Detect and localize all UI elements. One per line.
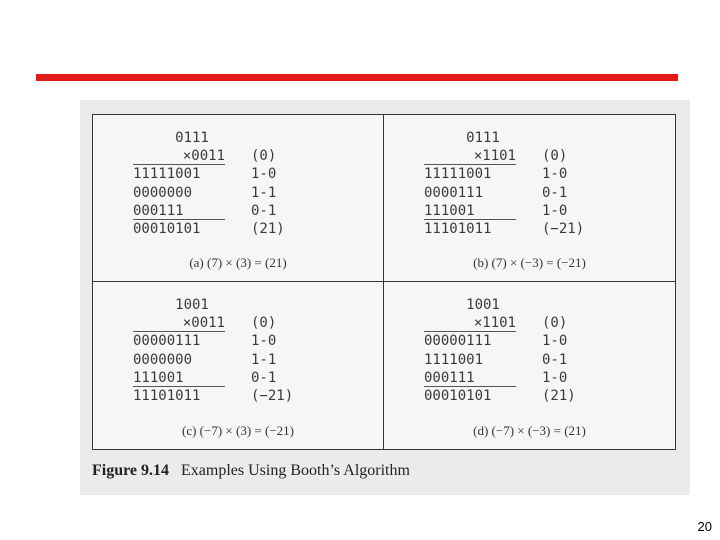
partial-value: 000111 xyxy=(424,369,516,387)
example-panel-c xyxy=(93,282,384,449)
partial-row xyxy=(424,351,612,369)
partial-value: 000111 xyxy=(133,202,225,220)
result-value: 00010101 xyxy=(424,387,492,404)
multiplier-note: (0) xyxy=(251,315,277,332)
partial-note: 1-0 xyxy=(251,166,277,183)
result-value: 11101011 xyxy=(133,387,201,404)
partial-row xyxy=(133,202,321,220)
result-note: (−21) xyxy=(251,387,294,404)
multiplier: ×1101 xyxy=(424,147,516,165)
partial-note: 0-1 xyxy=(251,202,277,219)
result-row xyxy=(133,387,321,405)
multiplier-row xyxy=(133,314,321,332)
figure-title: Examples Using Booth’s Algorithm xyxy=(181,462,410,479)
partial-note: 1-0 xyxy=(542,202,568,219)
partial-note: 0-1 xyxy=(251,369,277,386)
multiplicand: 1001 xyxy=(466,297,500,313)
multiplier: ×0011 xyxy=(133,314,225,332)
figure-label: Figure 9.14 xyxy=(92,462,170,479)
partial-value: 111001 xyxy=(133,369,225,387)
partial-note: 1-0 xyxy=(542,333,568,350)
multiplicand: 0111 xyxy=(175,130,209,146)
partial-value: 00000111 xyxy=(133,333,201,350)
multiplier-note: (0) xyxy=(542,315,568,332)
partial-note: 1-0 xyxy=(542,166,568,183)
partial-row xyxy=(133,351,321,369)
partial-row xyxy=(133,165,321,183)
panel-caption: (c) (−7) × (3) = (−21) xyxy=(182,423,294,438)
partial-row xyxy=(133,184,321,202)
multiplier-row xyxy=(424,147,612,165)
partial-row xyxy=(133,332,321,350)
examples-grid xyxy=(92,114,676,450)
multiplicand-row xyxy=(424,296,612,314)
panel-caption: (a) (7) × (3) = (21) xyxy=(189,255,287,270)
partial-value: 11111001 xyxy=(133,166,201,183)
title-accent-bar xyxy=(36,74,678,81)
result-note: (21) xyxy=(251,220,285,237)
partial-row xyxy=(424,165,612,183)
example-panel-d xyxy=(384,282,675,449)
figure-caption xyxy=(92,462,410,480)
multiplicand: 1001 xyxy=(175,297,209,313)
result-row xyxy=(424,220,612,238)
result-value: 11101011 xyxy=(424,220,492,237)
multiplicand-row xyxy=(133,129,321,147)
multiplier: ×1101 xyxy=(424,314,516,332)
partial-value: 0000000 xyxy=(133,351,193,368)
multiplier-note: (0) xyxy=(251,148,277,165)
partial-note: 0-1 xyxy=(542,351,568,368)
partial-note: 0-1 xyxy=(542,184,568,201)
partial-value: 1111001 xyxy=(424,351,484,368)
partial-value: 0000111 xyxy=(424,184,484,201)
booth-figure xyxy=(80,100,690,495)
partial-row xyxy=(424,369,612,387)
result-note: (21) xyxy=(542,387,576,404)
panel-caption: (b) (7) × (−3) = (−21) xyxy=(473,255,586,270)
multiplicand: 0111 xyxy=(466,130,500,146)
multiplier-row xyxy=(133,147,321,165)
partial-row xyxy=(133,369,321,387)
result-row xyxy=(424,387,612,405)
partial-value: 0000000 xyxy=(133,184,193,201)
multiplier-row xyxy=(424,314,612,332)
partial-note: 1-1 xyxy=(251,184,277,201)
partial-row xyxy=(424,184,612,202)
result-row xyxy=(133,220,321,238)
panel-caption: (d) (−7) × (−3) = (21) xyxy=(473,423,586,438)
result-note: (−21) xyxy=(542,220,585,237)
multiplicand-row xyxy=(133,296,321,314)
multiplier: ×0011 xyxy=(133,147,225,165)
example-panel-a xyxy=(93,115,384,282)
multiplier-note: (0) xyxy=(542,148,568,165)
partial-row xyxy=(424,202,612,220)
example-panel-b xyxy=(384,115,675,282)
partial-value: 111001 xyxy=(424,202,516,220)
partial-note: 1-0 xyxy=(542,369,568,386)
result-value: 00010101 xyxy=(133,220,201,237)
partial-row xyxy=(424,332,612,350)
partial-value: 11111001 xyxy=(424,166,492,183)
page-number: 20 xyxy=(697,519,712,534)
multiplicand-row xyxy=(424,129,612,147)
partial-note: 1-1 xyxy=(251,351,277,368)
partial-value: 00000111 xyxy=(424,333,492,350)
partial-note: 1-0 xyxy=(251,333,277,350)
